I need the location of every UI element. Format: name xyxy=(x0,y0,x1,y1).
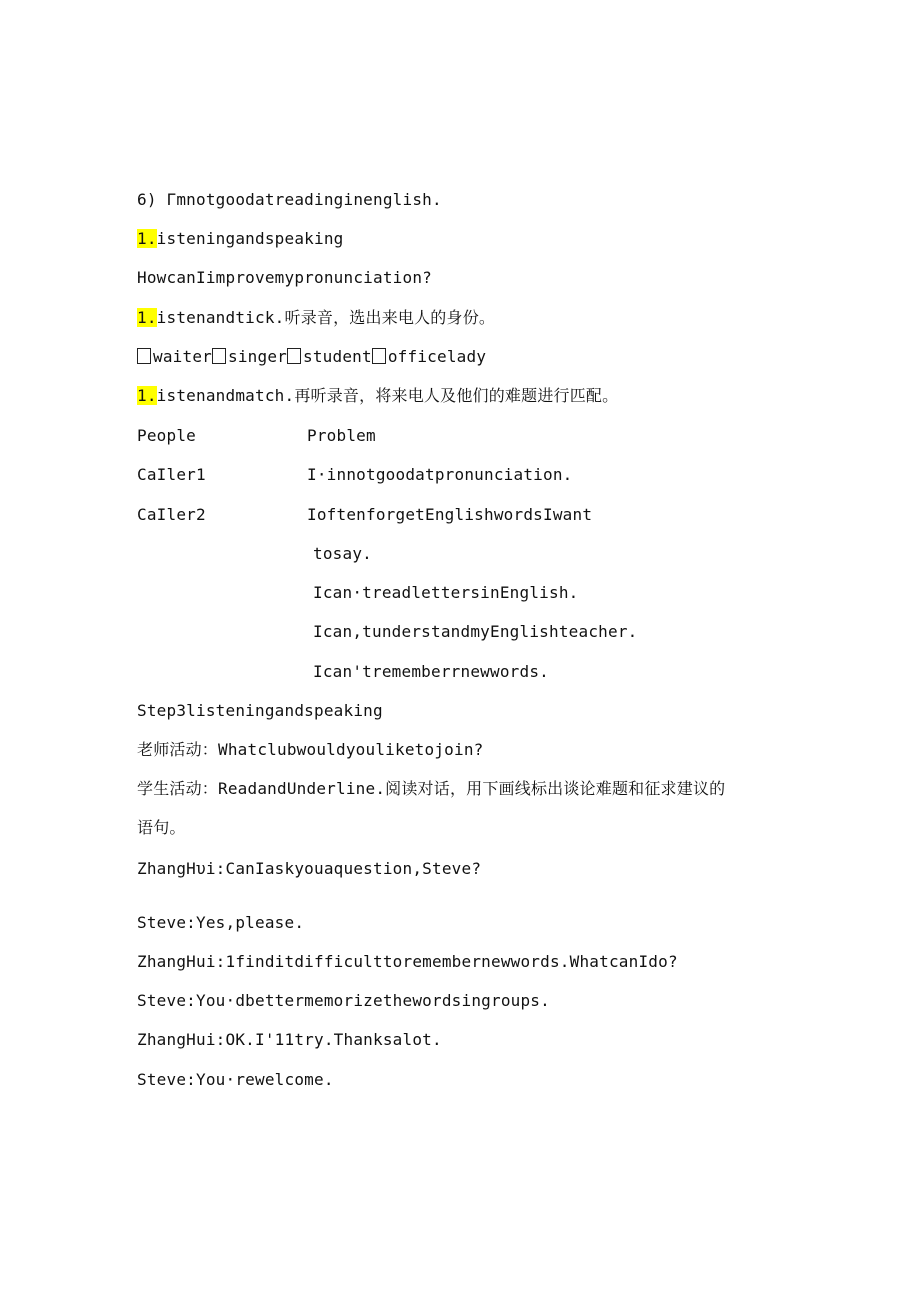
checkbox[interactable] xyxy=(372,348,386,364)
teacher-activity: 老师活动：Whatclubwouldyouliketojoin? xyxy=(137,740,484,759)
question-line: HowcanIimprovemypronunciation? xyxy=(137,268,432,287)
line-1: 6) Γmnotgoodatreadinginenglish. xyxy=(137,190,442,209)
student-activity-cont: 语句。 xyxy=(137,818,186,837)
checkbox-option[interactable] xyxy=(212,347,287,367)
dialogue-line: Steve:Yes,please. xyxy=(137,913,305,932)
caller2-label: CaIler2 xyxy=(137,505,206,524)
checkbox[interactable] xyxy=(287,348,301,364)
heading-text: isteningandspeaking xyxy=(156,229,344,248)
problem-3: Ican·treadlettersinEnglish. xyxy=(313,583,579,602)
highlight-number: 1. xyxy=(137,308,157,327)
checkbox-label: student xyxy=(303,347,372,366)
checkbox-option[interactable] xyxy=(372,347,486,367)
checkbox-option[interactable] xyxy=(287,347,372,367)
checkbox-row xyxy=(137,347,486,367)
dialogue-line: ZhangHui:OK.I'11try.Thanksalot. xyxy=(137,1030,442,1049)
caller1-label: CaIler1 xyxy=(137,465,206,484)
checkbox-option[interactable] xyxy=(137,347,212,367)
listen-tick-text: istenandtick.听录音，选出来电人的身份。 xyxy=(156,308,496,327)
table-header-problem: Problem xyxy=(307,426,376,445)
caller1-problem: I·innotgoodatpronunciation. xyxy=(307,465,573,484)
caller2-problem: IoftenforgetEnglishwordsIwant xyxy=(307,505,593,524)
heading-listening-speaking xyxy=(137,229,344,249)
listen-match-text: istenandmatch.再听录音，将来电人及他们的难题进行匹配。 xyxy=(156,386,619,405)
student-activity: 学生活动：ReadandUnderline.阅读对话，用下画线标出谈论难题和征求建议的 xyxy=(137,779,726,798)
step3-heading: Step3listeningandspeaking xyxy=(137,701,383,720)
dialogue-line: ZhangHui:1finditdifficulttoremembernewwords.WhatcanIdo? xyxy=(137,952,678,971)
dialogue-line: Steve:You·rewelcome. xyxy=(137,1070,334,1089)
listen-match-line xyxy=(137,386,618,406)
dialogue-line: Steve:You·dbettermemorizethewordsingroups. xyxy=(137,991,550,1010)
listen-tick-line xyxy=(137,308,495,328)
highlight-number: 1. xyxy=(137,229,157,248)
problem-continued: tosay. xyxy=(313,544,372,563)
checkbox[interactable] xyxy=(137,348,151,364)
problem-5: Ican'trememberrnewwords. xyxy=(313,662,549,681)
highlight-number: 1. xyxy=(137,386,157,405)
checkbox[interactable] xyxy=(212,348,226,364)
table-header-people: People xyxy=(137,426,196,445)
problem-4: Ican,tunderstandmyEnglishteacher. xyxy=(313,622,638,641)
dialogue-line: ZhangHυi:CanIaskyouaquestion,Steve? xyxy=(137,859,482,878)
checkbox-label: officelady xyxy=(387,347,487,366)
checkbox-label: singer xyxy=(228,347,287,366)
checkbox-label: waiter xyxy=(153,347,212,366)
